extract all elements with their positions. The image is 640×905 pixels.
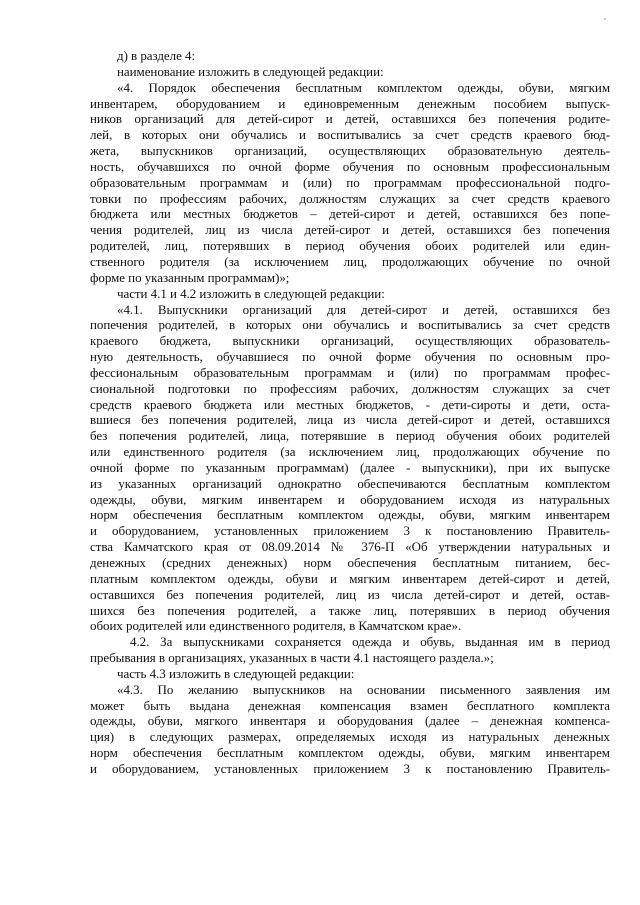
text-line: «4.3. По желанию выпускников на основании письменного заявления им bbox=[117, 681, 610, 697]
text-line: фессиональным образовательным программам и (или) по программам профес- bbox=[90, 364, 610, 380]
text-line: сиональной подготовки по профессиям рабочих, должностям служащих за счет bbox=[90, 380, 610, 396]
text-line: одежды, обуви, мягким инвентарем и оборудованием исходя из натуральных bbox=[90, 491, 610, 507]
text-line: д) в разделе 4: bbox=[117, 48, 196, 63]
text-line: оставшихся без попечения родителей, лиц из числа детей-сирот и детей, остав- bbox=[90, 586, 610, 602]
text-line: или единственного родителя (за исключением лиц, продолжающих обучение по bbox=[90, 444, 610, 460]
text-line: 4.2. За выпускниками сохраняется одежда и обувь, выданная им в период bbox=[130, 634, 610, 650]
text-line: жета, выпускников организаций, осуществляющих образовательную деятель- bbox=[90, 143, 610, 159]
text-line: может быть выдана денежная компенсация взамен бесплатного комплекта bbox=[90, 697, 610, 713]
text-line: товки по профессиям рабочих, должностям служащих за счет средств краевого bbox=[90, 190, 610, 206]
text-line: денежных (средних денежных) норм обеспечения бесплатным питанием, бес- bbox=[90, 555, 610, 570]
text-line: «4.1. Выпускники организаций для детей-сирот и детей, оставшихся без bbox=[117, 301, 610, 317]
text-line: ную деятельность, обучавшиеся по очной форме обучения по основным про- bbox=[90, 349, 610, 365]
text-line: бюджета или местных бюджетов – детей-сирот и детей, оставшихся без попе- bbox=[90, 206, 610, 222]
text-line: чения родителей, лиц из числа детей-сирот и детей, оставшихся без попечения bbox=[90, 222, 610, 238]
text-line: без попечения родителей, лица, потерявшие в период обучения обоих родителей bbox=[90, 428, 610, 444]
text-line: очной форме по указанным программам) (далее - выпускники), при их выпуске bbox=[90, 459, 610, 475]
text-line: ственного родителя (за исключением лиц, продолжающих обучение по очной bbox=[90, 253, 610, 269]
text-line: родителей, лиц, потерявших в период обучения обоих родителей или един- bbox=[90, 238, 610, 254]
text-line: часть 4.3 изложить в следующей редакции: bbox=[117, 665, 355, 681]
text-line: краевого бюджета, выпускники организаций, осуществляющих образователь- bbox=[90, 333, 610, 349]
text-line: попечения родителей, в которых они обучались и воспитывались за счет средств bbox=[90, 317, 610, 333]
text-line: и оборудованием, установленных приложением 3 к постановлению Правитель- bbox=[90, 760, 610, 776]
text-line: норм обеспечения бесплатным комплектом одежды, обуви, мягким инвентарем bbox=[90, 745, 610, 761]
text-line: «4. Порядок обеспечения бесплатным комплектом одежды, обуви, мягким bbox=[117, 79, 610, 95]
text-line: и оборудованием, установленных приложением 3 к постановлению Правитель- bbox=[90, 523, 610, 539]
text-line: части 4.1 и 4.2 изложить в следующей редакции: bbox=[117, 285, 385, 301]
text-line: пребывания в организациях, указанных в части 4.1 настоящего раздела.»; bbox=[90, 650, 494, 666]
text-line: ников организаций для детей-сирот и детей, оставшихся без попечения родите- bbox=[90, 111, 610, 127]
text-line: средств краевого бюджета или местных бюджетов, - дети-сироты и дети, оста- bbox=[90, 396, 610, 412]
text-line: шихся без попечения родителей, а также лиц, потерявших в период обучения bbox=[90, 602, 610, 618]
text-line: лей, в которых они обучались и воспитывались за счет средств краевого бюд- bbox=[90, 127, 610, 143]
text-line: обоих родителей или единственного родителя, в Камчатском крае». bbox=[90, 618, 462, 634]
text-line: из указанных организаций однократно обеспечиваются бесплатным комплектом bbox=[90, 475, 610, 491]
text-line: образовательным программам и (или) по программам профессиональной подго- bbox=[90, 174, 610, 190]
text-line: ства Камчатского края от 08.09.2014 № 376-П «Об утверждении натуральных и bbox=[90, 539, 610, 555]
document-page bbox=[90, 48, 610, 777]
text-line: наименование изложить в следующей редакции: bbox=[117, 63, 384, 79]
text-line: платным комплектом одежды, обуви и мягким инвентарем детей-сирот и детей, bbox=[90, 570, 610, 586]
scan-speck bbox=[604, 18, 606, 20]
text-line: инвентарем, оборудованием и единовременным денежным пособием выпуск- bbox=[90, 95, 610, 111]
text-line: вшиеся без попечения родителей, лица из числа детей-сирот и детей, оставшихся bbox=[90, 412, 610, 428]
text-line: одежды, обуви, мягкого инвентаря и оборудования (далее – денежная компенса- bbox=[90, 713, 610, 729]
text-line: ция) в следующих размерах, определяемых исходя из натуральных денежных bbox=[90, 729, 610, 745]
text-line: норм обеспечения бесплатным комплектом одежды, обуви, мягким инвентарем bbox=[90, 507, 610, 523]
text-line: ность, обучавшихся по очной форме обучения по основным профессиональным bbox=[90, 158, 610, 174]
text-line: форме по указанным программам)»; bbox=[90, 269, 290, 285]
